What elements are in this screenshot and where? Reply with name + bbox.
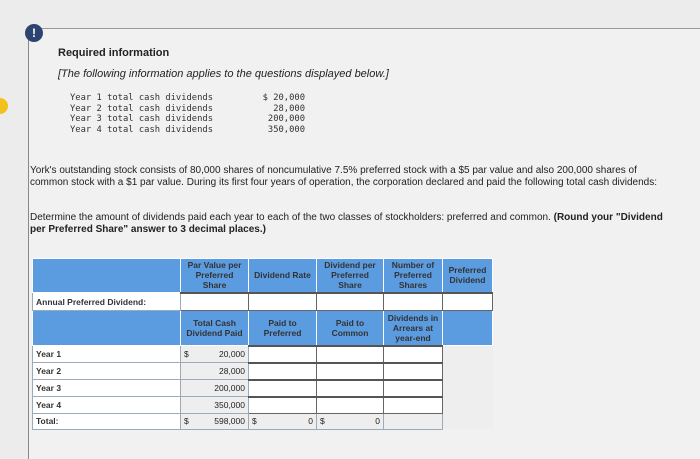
col-dividend-per-share: Dividend per Preferred Share <box>317 259 384 293</box>
paid-common-input[interactable] <box>317 346 384 363</box>
arrears-input[interactable] <box>384 363 443 380</box>
status-dot <box>0 98 8 114</box>
given-label: Year 2 total cash dividends <box>70 103 213 114</box>
total-cash-cell <box>181 346 249 363</box>
empty-cell <box>443 397 493 414</box>
preferred-dividend-input[interactable] <box>443 293 493 311</box>
col-arrears: Dividends in Arrears at year-end <box>384 311 443 346</box>
empty-cell <box>443 380 493 397</box>
paid-common-input[interactable] <box>317 397 384 414</box>
table-row <box>33 397 493 414</box>
instructions-text: Determine the amount of dividends paid each year to each of the two classes of stockholders: preferred and common. <box>30 212 554 223</box>
total-cash-value: 350,000 <box>214 399 245 410</box>
total-cash-value: 200,000 <box>214 383 245 393</box>
paid-preferred-input[interactable] <box>249 346 317 363</box>
empty-cell <box>443 346 493 363</box>
given-value: 28,000 <box>273 103 305 114</box>
given-labels <box>70 93 213 135</box>
given-value: $ 20,000 <box>262 93 305 103</box>
given-values <box>240 93 305 135</box>
table-row <box>33 380 493 397</box>
currency: $ <box>184 349 189 359</box>
paid-preferred-input[interactable] <box>249 397 317 414</box>
row-label: Year 3 <box>33 380 181 397</box>
annual-preferred-label: Annual Preferred Dividend: <box>33 293 181 311</box>
row-label: Year 1 <box>33 346 181 363</box>
given-label: Year 4 total cash dividends <box>70 124 213 135</box>
col-dividend-rate: Dividend Rate <box>249 259 317 293</box>
col-paid-common: Paid to Common <box>317 311 384 346</box>
dividend-per-share-input[interactable] <box>317 293 384 311</box>
col-par-value: Par Value per Preferred Share <box>181 259 249 293</box>
col-paid-preferred: Paid to Preferred <box>249 311 317 346</box>
section-title: Required information <box>58 47 170 59</box>
col-total-cash: Total Cash Dividend Paid <box>181 311 249 346</box>
row-label: Total: <box>33 413 181 429</box>
dividend-table <box>32 258 493 430</box>
paid-preferred-sum <box>249 413 317 429</box>
instructions <box>30 212 675 236</box>
paid-preferred-input[interactable] <box>249 380 317 397</box>
total-row <box>33 413 493 429</box>
dividend-rate-input[interactable] <box>249 293 317 311</box>
paid-preferred-sum-value: 0 <box>308 416 313 426</box>
empty-cell <box>443 363 493 380</box>
paid-common-sum-value: 0 <box>375 416 380 426</box>
col-number-shares: Number of Preferred Shares <box>384 259 443 293</box>
paid-common-input[interactable] <box>317 380 384 397</box>
col-preferred-dividend: Preferred Dividend <box>443 259 493 293</box>
currency: $ <box>252 416 257 426</box>
problem-text: York's outstanding stock consists of 80,000 shares of noncumulative 7.5% preferred stock with a $5 par value and also 200,000 shares of common stock with a $1 par value. During its first four years of operation, the corporation declared and paid the following total cash dividends: <box>30 165 658 188</box>
total-cash-value: 28,000 <box>219 366 245 376</box>
currency: $ <box>184 416 189 426</box>
rounding-note: (Round your "Dividend per Preferred Share" answer to 3 decimal places.) <box>30 212 663 235</box>
par-value-input[interactable] <box>181 293 249 311</box>
total-cash-cell <box>181 380 249 397</box>
given-label: Year 3 total cash dividends <box>70 114 213 124</box>
table-row <box>33 346 493 363</box>
given-value: 200,000 <box>267 114 305 124</box>
header-blank <box>33 311 181 346</box>
arrears-input[interactable] <box>384 346 443 363</box>
total-cash-sum <box>181 413 249 429</box>
section-subtitle: [The following information applies to the questions displayed below.] <box>58 68 389 80</box>
given-value: 350,000 <box>267 124 305 135</box>
arrears-input[interactable] <box>384 397 443 414</box>
total-cash-cell <box>181 397 249 414</box>
given-label: Year 1 total cash dividends <box>70 93 213 103</box>
header-blank <box>33 259 181 293</box>
alert-icon: ! <box>25 24 43 42</box>
paid-preferred-input[interactable] <box>249 363 317 380</box>
number-shares-input[interactable] <box>384 293 443 311</box>
total-cash-sum-value: 598,000 <box>214 416 245 426</box>
header-blank <box>443 311 493 346</box>
row-label: Year 2 <box>33 363 181 380</box>
empty-cell <box>443 413 493 429</box>
currency: $ <box>320 416 325 426</box>
table-row <box>33 363 493 380</box>
arrears-input[interactable] <box>384 380 443 397</box>
row-label: Year 4 <box>33 397 181 414</box>
total-cash-cell <box>181 363 249 380</box>
empty-cell <box>384 413 443 429</box>
total-cash-value: 20,000 <box>219 349 245 359</box>
paid-common-input[interactable] <box>317 363 384 380</box>
paid-common-sum <box>317 413 384 429</box>
